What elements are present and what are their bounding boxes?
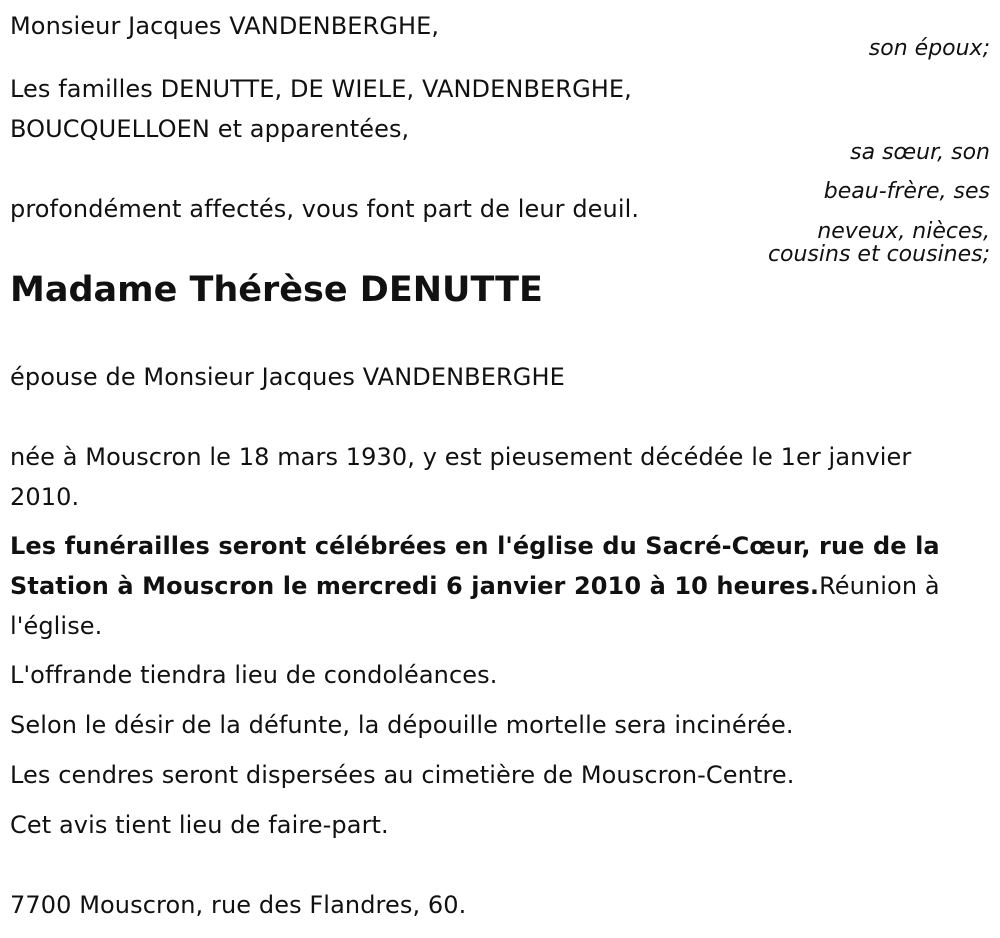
- cremation-text: Selon le désir de la défunte, la dépouille mortelle sera incinérée.: [10, 711, 794, 739]
- families-role-line-4: cousins et cousines;: [767, 242, 990, 267]
- funeral-line-3: l'église.: [10, 612, 103, 640]
- spouse-line: Monsieur Jacques VANDENBERGHE,: [10, 12, 440, 40]
- families-role-line-2: beau-frère, ses: [823, 179, 990, 204]
- funeral-line-1: Les funérailles seront célébrées en l'église du Sacré-Cœur, rue de la: [10, 532, 940, 560]
- families-role-line-1: sa sœur, son: [850, 140, 990, 165]
- birth-death-line-2: 2010.: [10, 483, 80, 511]
- families-role-line-3: neveux, nièces,: [817, 219, 990, 244]
- offering-text: L'offrande tiendra lieu de condoléances.: [10, 661, 498, 689]
- ashes-text: Les cendres seront dispersées au cimetière de Mouscron-Centre.: [10, 761, 795, 789]
- funeral-line-2: [10, 566, 940, 606]
- address-text: 7700 Mouscron, rue des Flandres, 60.: [10, 891, 467, 919]
- funeral-line-2-rest: Réunion à: [819, 572, 940, 600]
- families-line-2: BOUCQUELLOEN et apparentées,: [10, 115, 410, 143]
- families-line-1: Les familles DENUTTE, DE WIELE, VANDENBERGHE,: [10, 75, 632, 103]
- announcement-text: profondément affectés, vous font part de leur deuil.: [10, 195, 640, 223]
- spouse-role: son époux;: [868, 36, 990, 61]
- deceased-name: Madame Thérèse DENUTTE: [10, 270, 543, 310]
- birth-death-line-1: née à Mouscron le 18 mars 1930, y est pieusement décédée le 1er janvier: [10, 443, 912, 471]
- funeral-line-2-bold: Station à Mouscron le mercredi 6 janvier 2010 à 10 heures.: [10, 572, 820, 600]
- faire-part-text: Cet avis tient lieu de faire-part.: [10, 811, 389, 839]
- relation-text: épouse de Monsieur Jacques VANDENBERGHE: [10, 363, 565, 391]
